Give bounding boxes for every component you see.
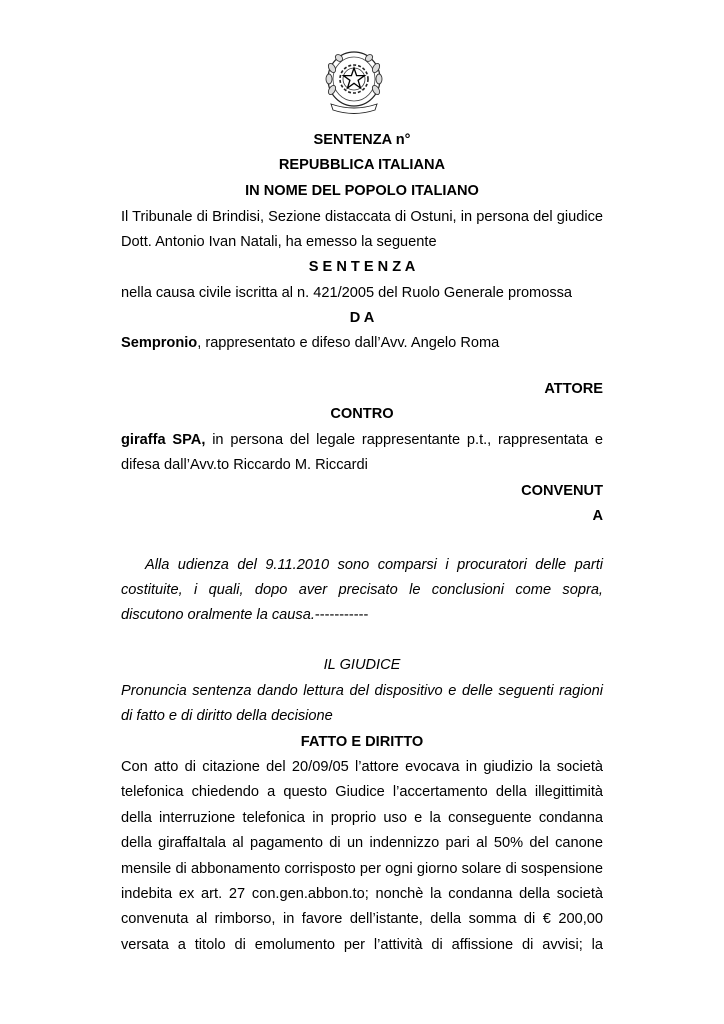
udienza-text: discutono oralmente la causa. <box>121 607 315 623</box>
convenuta-line-2: difesa dall’Avv.to Riccardo M. Riccardi <box>121 457 368 473</box>
intro-line-2: Dott. Antonio Ivan Natali, ha emesso la seguente <box>121 234 437 250</box>
attore-role: ATTORE <box>544 381 603 397</box>
udienza-dashes: ----------- <box>314 607 369 623</box>
contro-heading: CONTRO <box>330 406 394 422</box>
da-heading: D A <box>349 310 375 326</box>
convenuta-name: giraffa SPA, <box>121 432 206 448</box>
attore-description: , rappresentato e difeso dall’Avv. Angelo Roma <box>197 335 500 351</box>
fatto-line: mensile di abbonamento corrisposto per ogni giorno solare di sospensione <box>121 861 603 877</box>
sentenza-title: S E N T E N Z A <box>308 259 416 275</box>
attore-line <box>121 333 603 353</box>
italian-republic-emblem-icon <box>325 48 383 118</box>
intro-line-1: Il Tribunale di Brindisi, Sezione distaccata di Ostuni, in persona del giudice <box>121 209 603 225</box>
fatto-line: convenuta al rimborso, in favore dell’istante, della somma di € 200,00 <box>121 911 603 927</box>
giudice-line-2: di fatto e di diritto della decisione <box>121 708 333 724</box>
causa-line: nella causa civile iscritta al n. 421/2005 del Ruolo Generale promossa <box>121 285 573 301</box>
convenuta-role-part-2: A <box>592 508 603 524</box>
repubblica-heading: REPUBBLICA ITALIANA <box>278 157 446 173</box>
fatto-line: indebita ex art. 27 con.gen.abbon.to; nonchè la condanna della società <box>121 886 603 902</box>
sentenza-number-heading: SENTENZA n° <box>313 132 411 148</box>
fatto-line: Con atto di citazione del 20/09/05 l’attore evocava in giudizio la società <box>121 759 603 775</box>
giudice-line-1: Pronuncia sentenza dando lettura del dispositivo e delle seguenti ragioni <box>121 683 603 699</box>
udienza-line-2: costituite, i quali, dopo aver precisato le conclusioni come sopra, <box>121 582 603 598</box>
convenuta-description: in persona del legale rappresentante p.t., rappresentata e <box>205 432 604 448</box>
convenuta-line-1 <box>121 430 603 450</box>
fatto-line: della giraffaItala al pagamento di un indennizzo pari al 50% del canone <box>121 835 603 851</box>
udienza-line-1: Alla udienza del 9.11.2010 sono comparsi i procuratori delle parti <box>145 557 603 573</box>
giudice-heading: IL GIUDICE <box>323 657 401 673</box>
convenuta-role-part-1: CONVENUT <box>521 483 603 499</box>
fatto-line: telefonica chiedendo a questo Giudice l’accertamento della illegittimità <box>121 784 603 800</box>
fatto-line: versata a titolo di emolumento per l’attività di affissione di avvisi; la <box>121 937 603 953</box>
udienza-line-3 <box>121 605 603 625</box>
popolo-heading: IN NOME DEL POPOLO ITALIANO <box>245 183 479 199</box>
fatto-diritto-heading: FATTO E DIRITTO <box>300 734 424 750</box>
fatto-line: della interruzione telefonica in proprio uso e la conseguente condanna <box>121 810 603 826</box>
attore-name: Sempronio <box>121 335 198 351</box>
